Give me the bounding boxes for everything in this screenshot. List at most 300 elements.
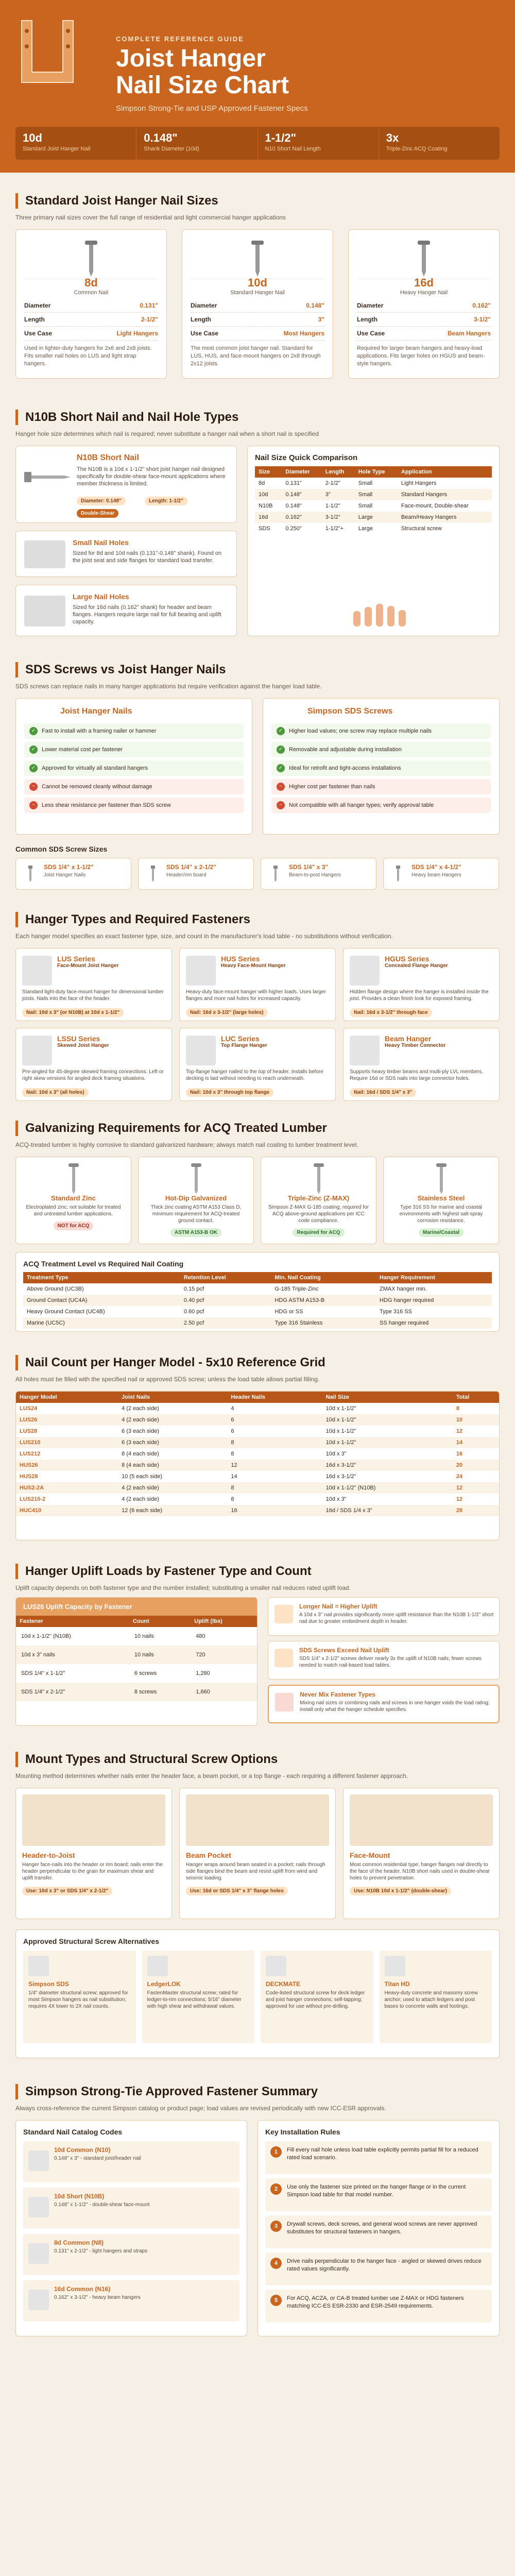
table-row bbox=[255, 489, 492, 500]
section-sds-vs-nails bbox=[15, 662, 500, 690]
table-cell: 4 (2 each side) bbox=[122, 1496, 159, 1502]
small-holes-card bbox=[15, 531, 237, 577]
screw-alt-desc: FastenMaster structural screw; rated for ledger-to-rim connections; 5/16" diameter with high shear and withdrawal values. bbox=[147, 1990, 242, 2009]
screw-icon bbox=[145, 866, 161, 882]
tip-title: SDS Screws Exceed Nail Uplift bbox=[299, 1647, 389, 1654]
hanger-nail-spec: Nail: 10d x 3" through top flange bbox=[186, 1088, 273, 1097]
uplift-tip-card bbox=[268, 1685, 500, 1723]
column-header: Joist Nails bbox=[122, 1394, 150, 1400]
nail-icon bbox=[28, 2150, 49, 2171]
table-row bbox=[16, 1664, 257, 1683]
table-row bbox=[16, 1505, 499, 1516]
section-intro: Mounting method determines whether nails enter the header face, a beam pocket, or a top flange - each requiring a different fastener approach. bbox=[15, 1772, 408, 1780]
table-cell: SDS bbox=[259, 526, 270, 532]
spec-value: 3-1/2" bbox=[473, 316, 491, 323]
minus-icon: − bbox=[29, 783, 38, 791]
table-cell: 6 bbox=[231, 1428, 234, 1434]
table-row bbox=[16, 1403, 499, 1414]
n10b-card bbox=[15, 446, 237, 523]
comparison-text: Fast to install with a framing nailer or hammer bbox=[42, 728, 157, 734]
table-cell: 10d x 1-1/2" (N10B) bbox=[21, 1633, 71, 1639]
coated-nail-icon bbox=[267, 1163, 370, 1194]
section-title: Simpson Strong-Tie Approved Fastener Summary bbox=[15, 2084, 500, 2099]
rule-number: 3 bbox=[270, 2221, 282, 2232]
table-cell: 12 (6 each side) bbox=[118, 1505, 227, 1516]
catalog-code-desc: 0.148" x 3" - standard joist/header nail bbox=[54, 2156, 141, 2161]
large-holes-card bbox=[15, 585, 237, 636]
coating-badge: ASTM A153-B OK bbox=[170, 1228, 221, 1237]
section-intro: SDS screws can replace nails in many hanger applications but require verification against the hanger load table. bbox=[15, 683, 322, 690]
catalog-code-title: 16d Common (N16) bbox=[54, 2285, 111, 2293]
table-row bbox=[23, 1306, 492, 1317]
spec-value: 0.148" bbox=[306, 302, 324, 309]
stat-item: 0.148" Shank Diameter (10d) bbox=[136, 127, 258, 160]
nail-icon bbox=[191, 238, 324, 279]
section-title: Nail Count per Hanger Model - 5x10 Reference Grid bbox=[15, 1355, 500, 1370]
install-rules-title: Key Installation Rules bbox=[265, 2128, 340, 2136]
table-cell: Structural screw bbox=[401, 526, 442, 532]
table-cell: Type 316 Stainless bbox=[271, 1317, 376, 1329]
sds-size-card bbox=[383, 858, 499, 890]
table-cell: 16 bbox=[227, 1505, 322, 1516]
hanger-icon bbox=[186, 956, 216, 986]
table-row bbox=[255, 478, 492, 489]
spec-value: Most Hangers bbox=[283, 330, 324, 337]
table-cell: 10 nails bbox=[129, 1646, 191, 1664]
table-cell: 12 bbox=[456, 1496, 463, 1502]
coating-desc: Thick zinc coating ASTM A153 Class D; minimum requirement for ACQ-treated ground contact. bbox=[150, 1205, 242, 1224]
n10b-title: N10B Short Nail bbox=[77, 453, 139, 462]
table-cell: HDG ASTM A153-B bbox=[271, 1295, 376, 1306]
hanger-type-card bbox=[179, 948, 336, 1021]
sds-size-card bbox=[138, 858, 254, 890]
screw-alternatives-title: Approved Structural Screw Alternatives bbox=[23, 1937, 160, 1945]
table-cell: 4 bbox=[231, 1405, 234, 1412]
table-cell: 10d x 3" nails bbox=[16, 1646, 129, 1664]
tip-desc: A 10d x 3" nail provides significantly more uplift resistance than the N10B 1-1/2" short nail due to greater embedment depth in header. bbox=[299, 1612, 494, 1624]
nail-size-note: Required for larger beam hangers and heavy-load applications. Fits larger holes on HGUS and beam-style hangers. bbox=[357, 345, 485, 367]
table-cell: 20 bbox=[453, 1460, 499, 1471]
catalog-code-title: 10d Common (N10) bbox=[54, 2146, 111, 2154]
tip-desc: Mixing nail sizes or combining nails and screws in one hanger voids the load rating; install only what the hanger schedule specifies. bbox=[300, 1700, 490, 1713]
hanger-type-card bbox=[343, 948, 500, 1021]
table-cell: HUC410 bbox=[16, 1505, 118, 1516]
screw-alt-desc: Heavy-duty concrete and masonry screw anchor; used to attach ledgers and post bases to concrete walls and footings. bbox=[384, 1990, 478, 2009]
section-title: Standard Joist Hanger Nail Sizes bbox=[15, 193, 500, 209]
mount-nail-spec: Use: 16d or SDS 1/4" x 3" flange holes bbox=[186, 1887, 288, 1895]
spec-value: Light Hangers bbox=[116, 330, 158, 337]
table-cell: 4 (2 each side) bbox=[122, 1405, 159, 1412]
coating-card bbox=[383, 1157, 499, 1244]
hanger-title: LSSU Series bbox=[57, 1035, 100, 1043]
catalog-code-desc: 0.148" x 1-1/2" - double-shear face-mount bbox=[54, 2202, 150, 2208]
catalog-code-title: 10d Short (N10B) bbox=[54, 2193, 105, 2200]
common-sds-title: Common SDS Screw Sizes bbox=[15, 845, 108, 853]
spec-label: Diameter bbox=[357, 302, 384, 309]
spec-label: Length bbox=[191, 316, 211, 323]
mount-diagram bbox=[22, 1794, 165, 1846]
sds-size-card bbox=[261, 858, 376, 890]
check-icon: ✓ bbox=[277, 727, 285, 735]
table-cell: LUS210 bbox=[16, 1437, 118, 1448]
table-cell: 8 bbox=[231, 1496, 234, 1502]
screw-alt-desc: 1/4" diameter structural screw; approved for most Simpson hangers as nail substitution; requires 4X lower to 2X nail counts. bbox=[28, 1990, 128, 2009]
comparison-item bbox=[24, 742, 244, 757]
table-cell: Face-mount, Double-shear bbox=[401, 503, 469, 509]
mount-title: Face-Mount bbox=[350, 1851, 390, 1859]
table-row bbox=[23, 1317, 492, 1329]
column-header: Diameter bbox=[285, 469, 310, 475]
sds-title: Simpson SDS Screws bbox=[307, 707, 393, 716]
comparison-item bbox=[271, 798, 491, 813]
nail-size-subtitle: Common Nail bbox=[74, 290, 109, 296]
screw-alt-item bbox=[23, 1951, 136, 2043]
coating-card bbox=[15, 1157, 131, 1244]
section-galvanizing bbox=[15, 1121, 500, 1148]
spec-label: Use Case bbox=[24, 330, 53, 337]
table-cell: 6 (3 each side) bbox=[118, 1437, 227, 1448]
table-cell: 16d x 3-1/2" bbox=[322, 1460, 453, 1471]
spec-value: Beam Hangers bbox=[447, 330, 491, 337]
table-row bbox=[255, 500, 492, 512]
acq-table bbox=[23, 1272, 492, 1329]
rule-text: For ACQ, ACZA, or CA-B treated lumber use Z-MAX or HDG fasteners matching ICC-ES ESR-2330 and ESR-2549 requirements. bbox=[287, 2295, 464, 2309]
table-cell: 0.15 pcf bbox=[183, 1286, 204, 1292]
rule-text: Drywall screws, deck screws, and general wood screws are never approved substitutes for structural fasteners in hangers. bbox=[287, 2221, 477, 2235]
rule-item bbox=[265, 2141, 492, 2174]
rule-number: 4 bbox=[270, 2258, 282, 2269]
coating-desc: Simpson Z-MAX G-185 coating; required for ACQ above-ground applications per ICC code compliance. bbox=[268, 1205, 369, 1224]
comparison-text: Approved for virtually all standard hangers bbox=[42, 765, 148, 771]
nail-size-label: 10d bbox=[248, 276, 267, 289]
section-intro: Each hanger model specifies an exact fastener type, size, and count in the manufacturer's load table - no substitutions without verification. bbox=[15, 933, 393, 940]
check-icon: ✓ bbox=[29, 764, 38, 772]
n10b-desc: The N10B is a 10d x 1-1/2" short joist hanger nail designed specifically for double-shear face-mount applications where member thickness is limited. bbox=[77, 466, 226, 487]
hanger-icon bbox=[350, 956, 380, 986]
table-cell: 10 (5 each side) bbox=[122, 1473, 163, 1480]
hanger-subtitle: Top Flange Hanger bbox=[221, 1043, 267, 1048]
spec-label: Use Case bbox=[191, 330, 219, 337]
n10b-length: Length: 1-1/2" bbox=[145, 497, 187, 505]
hanger-subtitle: Heavy Timber Connector bbox=[385, 1043, 446, 1048]
hanger-subtitle: Concealed Flange Hanger bbox=[385, 963, 448, 969]
table-cell: N10B bbox=[259, 503, 273, 509]
spec-value: 0.162" bbox=[472, 302, 491, 309]
coating-badge: NOT for ACQ bbox=[54, 1222, 94, 1230]
table-cell: HDG hanger required bbox=[376, 1295, 492, 1306]
table-cell: Light Hangers bbox=[401, 480, 437, 486]
nail-icon bbox=[357, 238, 491, 279]
table-cell: 3-1/2" bbox=[322, 512, 355, 523]
uplift-table bbox=[16, 1616, 257, 1701]
hanger-title: HGUS Series bbox=[385, 955, 430, 963]
comparison-text: Lower material cost per fastener bbox=[42, 747, 123, 753]
table-cell: 6 screws bbox=[134, 1670, 157, 1676]
screw-icon bbox=[28, 1956, 49, 1976]
coated-nail-icon bbox=[22, 1163, 125, 1194]
table-cell: 10d x 1-1/2" bbox=[322, 1414, 453, 1426]
table-row bbox=[16, 1448, 499, 1460]
nail-icon bbox=[24, 238, 158, 279]
screw-icon bbox=[22, 866, 39, 882]
nail-size-lineup-icon bbox=[351, 601, 418, 626]
nail-icon bbox=[28, 2243, 49, 2264]
comparison-item bbox=[271, 760, 491, 776]
section-title: N10B Short Nail and Nail Hole Types bbox=[15, 410, 500, 425]
catalog-code-item bbox=[23, 2234, 239, 2275]
section-nail-count bbox=[15, 1355, 500, 1383]
coating-badge: Required for ACQ bbox=[293, 1228, 344, 1237]
spec-label: Use Case bbox=[357, 330, 385, 337]
hero-eyebrow: COMPLETE REFERENCE GUIDE bbox=[116, 35, 244, 43]
table-cell: 0.131" bbox=[285, 480, 302, 486]
table-cell: 1-1/2"+ bbox=[325, 526, 344, 532]
table-cell: Above Ground (UC3B) bbox=[27, 1286, 84, 1292]
sds-size-card bbox=[15, 858, 131, 890]
sds-size-label: SDS 1/4" x 1-1/2" bbox=[44, 863, 94, 871]
mount-desc: Hanger wraps around beam seated in a pocket; nails through side flanges bind the beam and resist uplift from wind and seismic loading. bbox=[186, 1862, 325, 1881]
table-cell: Beam/Heavy Hangers bbox=[398, 512, 492, 523]
comparison-item bbox=[271, 742, 491, 757]
hanger-desc: Hidden flange design where the hanger is installed inside the joist. Provides a clean finish look for exposed framing. bbox=[350, 989, 489, 1002]
coating-title: Standard Zinc bbox=[51, 1194, 96, 1202]
hanger-desc: Supports heavy timber beams and multi-ply LVL members. Require 16d or SDS nails into large connector holes. bbox=[350, 1069, 483, 1081]
table-cell: 28 bbox=[453, 1505, 499, 1516]
catalog-code-desc: 0.131" x 2-1/2" - light hangers and straps bbox=[54, 2248, 148, 2254]
column-header: Hanger Requirement bbox=[380, 1275, 436, 1281]
hanger-type-card bbox=[15, 1028, 172, 1101]
hanger-type-card bbox=[15, 948, 172, 1021]
table-cell: 6 (3 each side) bbox=[122, 1428, 159, 1434]
nail-size-subtitle: Standard Hanger Nail bbox=[230, 290, 285, 296]
hanger-type-card bbox=[179, 1028, 336, 1101]
spec-row bbox=[24, 327, 158, 341]
check-icon: ✓ bbox=[29, 745, 38, 754]
catalog-code-item bbox=[23, 2141, 239, 2182]
screw-icon bbox=[385, 1956, 405, 1976]
install-rules-card bbox=[258, 2120, 500, 2336]
table-cell: 0.148" bbox=[285, 503, 302, 509]
table-cell: 4 (2 each side) bbox=[118, 1414, 227, 1426]
coated-nail-icon bbox=[145, 1163, 247, 1194]
comparison-text: Higher cost per fastener than nails bbox=[289, 784, 375, 790]
table-cell: 10 nails bbox=[134, 1633, 154, 1639]
comparison-text: Cannot be removed cleanly without damage bbox=[42, 784, 152, 790]
screw-alt-item bbox=[261, 1951, 373, 2043]
tip-desc: SDS 1/4" x 2-1/2" screws deliver nearly 3x the uplift of N10B nails; fewer screws needed to match nail-based load tables. bbox=[299, 1656, 482, 1668]
minus-icon: − bbox=[277, 801, 285, 809]
rule-number: 2 bbox=[270, 2183, 282, 2195]
section-title: Hanger Uplift Loads by Fastener Type and Count bbox=[15, 1564, 500, 1579]
table-cell: 10d bbox=[255, 489, 282, 500]
spec-row bbox=[24, 313, 158, 327]
column-header: Hanger Model bbox=[20, 1394, 57, 1400]
table-cell: Marine (UC5C) bbox=[23, 1317, 180, 1329]
column-header: Size bbox=[259, 469, 270, 475]
table-cell: 14 bbox=[453, 1437, 499, 1448]
table-cell: 10d x 1-1/2" (N10B) bbox=[322, 1482, 453, 1494]
spec-row bbox=[24, 299, 158, 313]
column-header: Header Nails bbox=[231, 1394, 265, 1400]
hanger-nail-spec: Nail: 16d x 3-1/2" through face bbox=[350, 1008, 432, 1017]
sds-card bbox=[263, 698, 500, 835]
table-cell: 12 bbox=[453, 1482, 499, 1494]
table-row bbox=[16, 1471, 499, 1482]
section-intro: ACQ-treated lumber is highly corrosive to standard galvanized hardware; always match nail coating to lumber treatment level. bbox=[15, 1141, 358, 1148]
nail-icon bbox=[28, 2197, 49, 2217]
table-cell: LUS26 bbox=[16, 1414, 118, 1426]
table-row bbox=[16, 1683, 257, 1701]
table-row bbox=[255, 512, 492, 523]
hanger-subtitle: Heavy Face-Mount Hanger bbox=[221, 963, 286, 969]
table-cell: Ground Contact (UC4A) bbox=[23, 1295, 180, 1306]
table-cell: Small bbox=[358, 480, 373, 486]
table-cell: Small bbox=[358, 503, 373, 509]
column-header: Application bbox=[401, 469, 432, 475]
hanger-title: Beam Hanger bbox=[385, 1035, 432, 1043]
table-cell: 16d x 3-1/2" bbox=[325, 1473, 356, 1480]
quick-comparison-card bbox=[247, 446, 500, 636]
nail-icon bbox=[28, 2290, 49, 2310]
page-title: Joist Hanger Nail Size Chart bbox=[116, 45, 289, 99]
hanger-subtitle: Face-Mount Joist Hanger bbox=[57, 963, 119, 969]
nail-count-table-card bbox=[15, 1391, 500, 1540]
coating-card bbox=[261, 1157, 376, 1244]
table-row bbox=[16, 1482, 499, 1494]
rule-item bbox=[265, 2290, 492, 2323]
mount-diagram bbox=[186, 1794, 329, 1846]
section-hanger-types bbox=[15, 912, 500, 940]
table-row bbox=[16, 1437, 499, 1448]
comparison-item bbox=[24, 723, 244, 739]
table-cell: SDS 1/4" x 1-1/2" bbox=[21, 1670, 65, 1676]
table-cell: LUS28 bbox=[20, 1428, 38, 1434]
minus-icon: − bbox=[277, 783, 285, 791]
section-summary bbox=[15, 2084, 500, 2112]
small-holes-title: Small Nail Holes bbox=[73, 538, 129, 547]
table-cell: 12 bbox=[227, 1460, 322, 1471]
coating-desc: Electroplated zinc; not suitable for treated and untreated lumber applications. bbox=[26, 1205, 121, 1217]
hero-subtitle: Simpson Strong-Tie and USP Approved Fastener Specs bbox=[116, 104, 308, 113]
joist-nails-title: Joist Hanger Nails bbox=[60, 707, 132, 716]
table-cell: Small bbox=[355, 489, 398, 500]
section-mount-types bbox=[15, 1752, 500, 1780]
table-cell: 16d / SDS 1/4 x 3" bbox=[322, 1505, 453, 1516]
section-intro: Uplift capacity depends on both fastener type and the number installed; substituting a smaller nail reduces rated uplift load. bbox=[15, 1584, 351, 1591]
mount-title: Header-to-Joist bbox=[22, 1851, 75, 1859]
catalog-code-title: 8d Common (N8) bbox=[54, 2239, 104, 2246]
table-row bbox=[23, 1295, 492, 1306]
comparison-item bbox=[271, 723, 491, 739]
uplift-table-title: LUS26 Uplift Capacity by Fastener bbox=[16, 1598, 257, 1616]
table-cell: 2-1/2" bbox=[325, 480, 340, 486]
sds-size-label: SDS 1/4" x 4-1/2" bbox=[411, 863, 461, 871]
table-row bbox=[16, 1494, 499, 1505]
large-holes-icon bbox=[24, 596, 65, 626]
comparison-text: Removable and adjustable during installation bbox=[289, 747, 402, 753]
sds-size-desc: Joist Hanger Nails bbox=[44, 872, 86, 878]
nail-size-label: 8d bbox=[84, 276, 98, 289]
spec-value: 2-1/2" bbox=[141, 316, 158, 323]
column-header: Treatment Type bbox=[27, 1275, 68, 1281]
rule-item bbox=[265, 2178, 492, 2211]
table-cell: 10d x 1-1/2" bbox=[325, 1405, 356, 1412]
section-title: Galvanizing Requirements for ACQ Treated Lumber bbox=[15, 1121, 500, 1136]
table-cell: SDS 1/4" x 2-1/2" bbox=[16, 1683, 129, 1701]
table-cell: 0.40 pcf bbox=[180, 1295, 271, 1306]
spec-value: 3" bbox=[318, 316, 324, 323]
table-cell: 720 bbox=[191, 1646, 257, 1664]
hanger-desc: Pre-angled for 45-degree skewed framing connections. Left or right skew versions for angled deck framing situations. bbox=[22, 1069, 164, 1081]
table-cell: 0.60 pcf bbox=[183, 1309, 204, 1315]
minus-icon: − bbox=[29, 801, 38, 809]
spec-row bbox=[357, 313, 491, 327]
table-cell: 24 bbox=[456, 1473, 463, 1480]
catalog-code-item bbox=[23, 2188, 239, 2229]
sds-size-desc: Beam-to-post Hangers bbox=[289, 872, 341, 878]
section-n10b bbox=[15, 410, 500, 437]
n10b-tag: Double-Shear bbox=[77, 509, 118, 518]
table-cell: Type 316 SS bbox=[380, 1309, 413, 1315]
small-holes-icon bbox=[24, 540, 65, 568]
table-cell: 0.250" bbox=[285, 526, 302, 532]
table-cell: 8d bbox=[259, 480, 265, 486]
stat-item: 10d Standard Joist Hanger Nail bbox=[15, 127, 136, 160]
hanger-desc: Standard light-duty face-mount hanger for dimensional lumber joists. Nails into the face of the header. bbox=[22, 989, 164, 1002]
mount-type-card bbox=[179, 1788, 336, 1919]
coating-title: Triple-Zinc (Z-MAX) bbox=[287, 1194, 350, 1202]
acq-table-title: ACQ Treatment Level vs Required Nail Coating bbox=[23, 1260, 184, 1268]
table-cell: 10d x 1-1/2" bbox=[322, 1437, 453, 1448]
table-cell: HDG or SS bbox=[274, 1309, 303, 1315]
check-icon: ✓ bbox=[29, 727, 38, 735]
spec-row bbox=[191, 313, 324, 327]
nail-size-note: Used in lighter-duty hangers for 2x6 and 2x8 joists. Fits smaller nail holes on LUS and light strap hangers. bbox=[24, 345, 152, 367]
nail-icon bbox=[274, 1605, 293, 1623]
table-cell: HUS2-2A bbox=[16, 1482, 118, 1494]
screw-icon bbox=[147, 1956, 168, 1976]
sds-size-desc: Header/rim board bbox=[166, 872, 207, 878]
mount-title: Beam Pocket bbox=[186, 1851, 231, 1859]
table-cell: 10d x 3" bbox=[325, 1451, 347, 1457]
uplift-table-card bbox=[15, 1597, 258, 1726]
spec-label: Length bbox=[357, 316, 377, 323]
table-cell: Large bbox=[355, 512, 398, 523]
comparison-item bbox=[271, 779, 491, 794]
table-row bbox=[16, 1646, 257, 1664]
hanger-nail-spec: Nail: 16d / SDS 1/4" x 3" bbox=[350, 1088, 416, 1097]
coating-desc: Type 316 SS for marine and coastal environments with highest salt-spray corrosion resistance. bbox=[399, 1205, 483, 1224]
table-cell: 8 bbox=[456, 1405, 459, 1412]
quick-comparison-table bbox=[255, 466, 492, 534]
table-cell: 4 (2 each side) bbox=[118, 1482, 227, 1494]
column-header: Hole Type bbox=[358, 469, 385, 475]
small-holes-desc: Sized for 8d and 10d nails (0.131"-0.148" shank). Found on the joist seat and side flanges for standard load transfer. bbox=[73, 550, 222, 564]
coating-title: Hot-Dip Galvanized bbox=[165, 1194, 227, 1202]
comparison-text: Higher load values; one screw may replace multiple nails bbox=[289, 728, 432, 734]
screw-alt-item bbox=[380, 1951, 492, 2043]
table-row bbox=[255, 523, 492, 534]
hanger-title: LUC Series bbox=[221, 1035, 260, 1043]
table-cell: 16d bbox=[255, 512, 282, 523]
table-cell: 3" bbox=[322, 489, 355, 500]
rule-number: 1 bbox=[270, 2146, 282, 2158]
rule-item bbox=[265, 2215, 492, 2248]
hanger-type-card bbox=[343, 1028, 500, 1101]
spec-label: Length bbox=[24, 316, 45, 323]
coating-card bbox=[138, 1157, 254, 1244]
table-cell: 10 bbox=[453, 1414, 499, 1426]
